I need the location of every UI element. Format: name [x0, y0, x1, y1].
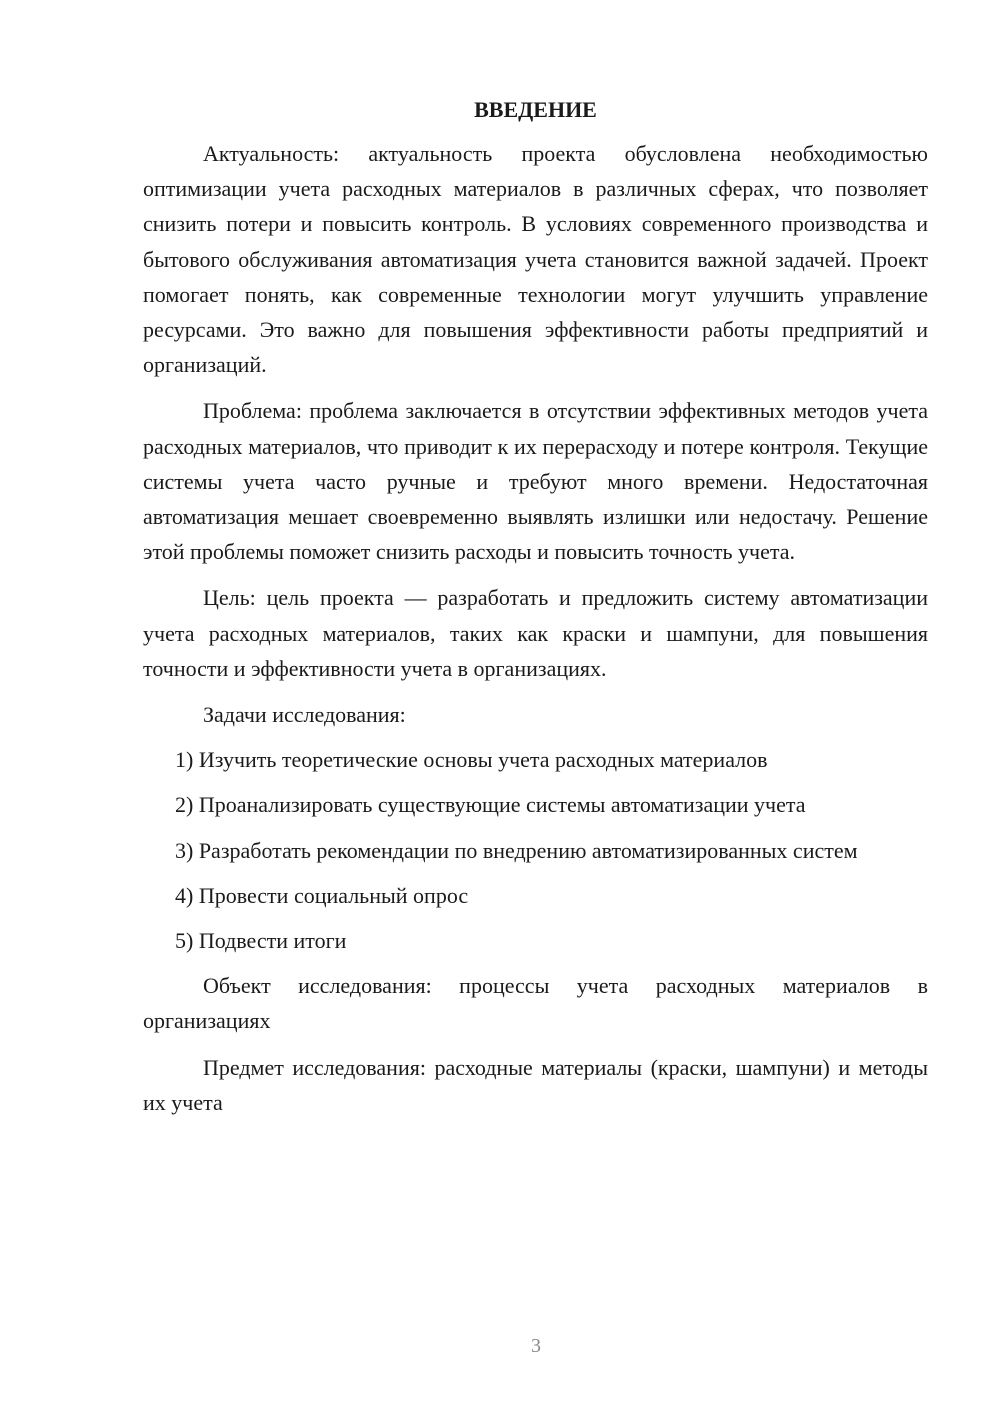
- paragraph-tasks-intro: Задачи исследования:: [203, 702, 406, 728]
- section-title: ВВЕДЕНИЕ: [474, 97, 597, 122]
- paragraph-object: Объект исследования: процессы учета расходных материалов в организациях: [143, 973, 928, 1034]
- page-number: 3: [531, 1335, 541, 1357]
- tasks-list: [143, 742, 928, 958]
- task-item-3: 3) Разработать рекомендации по внедрению автоматизированных систем: [175, 837, 858, 863]
- task-item-2: 2) Проанализировать существующие системы автоматизации учета: [175, 792, 806, 818]
- paragraph-relevance: Актуальность: актуальность проекта обусловлена необходимостью оптимизации учета расходных материалов в различных сферах, что позволяет снизить потери и повысить контроль. В условиях современного производства и бытового обслуживания автоматизация учета становится важной задачей. Проект помогает понять, как современные технологии могут улучшить управление ресурсами. Это важно для повышения эффективности работы предприятий и организаций.: [143, 141, 928, 378]
- paragraph-subject: Предмет исследования: расходные материалы (краски, шампуни) и методы их учета: [143, 1054, 928, 1115]
- document-page: [143, 92, 928, 1131]
- paragraph-goal: Цель: цель проекта — разработать и предложить систему автоматизации учета расходных материалов, таких как краски и шампуни, для повышения точности и эффективности учета в организациях.: [143, 585, 928, 681]
- task-item-1: 1) Изучить теоретические основы учета расходных материалов: [175, 747, 768, 773]
- task-item-5: 5) Подвести итоги: [175, 928, 347, 954]
- task-item-4: 4) Провести социальный опрос: [175, 882, 469, 908]
- paragraph-problem: Проблема: проблема заключается в отсутствии эффективных методов учета расходных материалов, что приводит к их перерасходу и потере контроля. Текущие системы учета часто ручные и требуют много времени. Недостаточная автоматизация мешает своевременно выявлять излишки или недостачу. Решение этой проблемы поможет снизить расходы и повысить точность учета.: [143, 398, 928, 565]
